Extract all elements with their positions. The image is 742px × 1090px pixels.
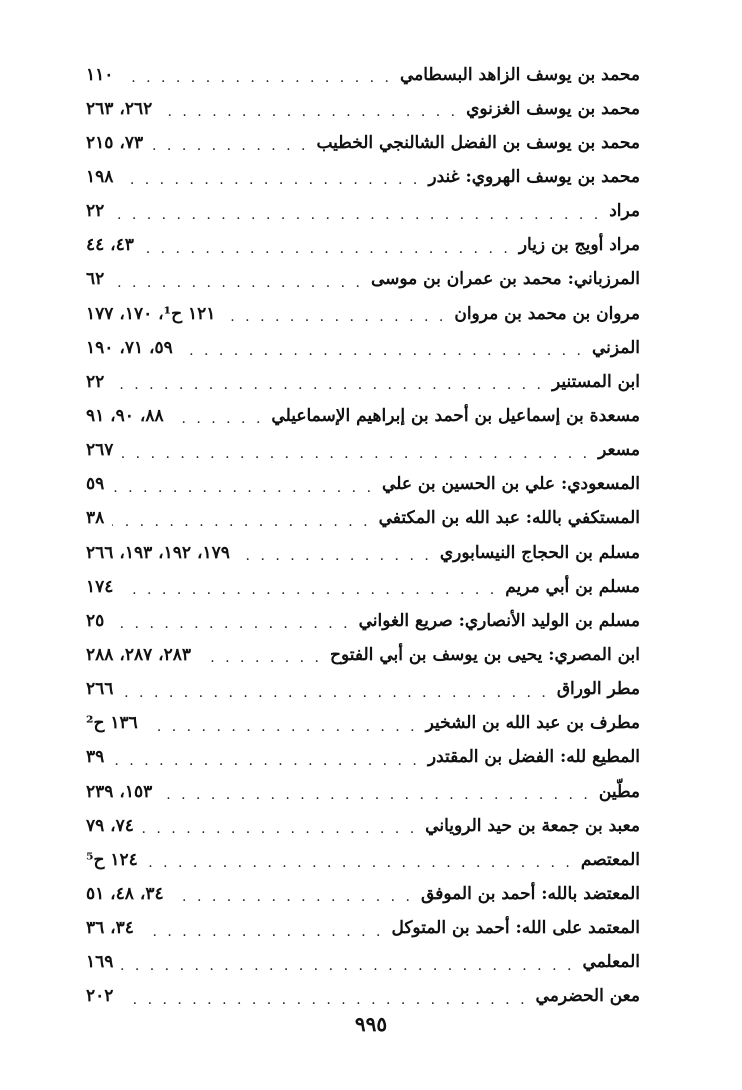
index-entry	[86, 536, 640, 570]
index-entry	[86, 468, 640, 502]
index-entry	[86, 58, 640, 92]
entry-name: المزني	[591, 337, 640, 358]
entry-pages: ١٧٩، ١٩٢، ١٩٣، ٢٦٦	[86, 542, 230, 563]
entry-pages: ١٩٨	[86, 166, 114, 187]
index-entry	[86, 365, 640, 399]
entry-name: ابن المستنير	[552, 371, 640, 392]
dot-leader	[160, 788, 591, 802]
index-entry	[86, 980, 640, 1014]
dot-leader	[121, 447, 590, 461]
entry-name: مسلم بن الوليد الأنصاري: صريع الغواني	[358, 610, 640, 631]
entry-pages: ٣٤، ٤٨، ٥١	[86, 883, 164, 904]
entry-pages: ٢٢	[86, 371, 105, 392]
index-entry	[86, 160, 640, 194]
entry-name: مراد أويج بن زيار	[518, 235, 640, 256]
entry-pages: ١١٠	[86, 64, 114, 85]
entry-pages: ٧٤، ٧٩	[86, 815, 134, 836]
entry-name: المعتصم	[580, 849, 640, 870]
dot-leader	[121, 993, 527, 1007]
entry-name: المستكفي بالله: عبد الله بن المكتفي	[378, 508, 640, 529]
index-entry	[86, 195, 640, 229]
index-entry	[86, 92, 640, 126]
index-list	[86, 58, 640, 1014]
entry-name: المسعودي: علي بن الحسين بن علي	[382, 474, 640, 495]
index-entry	[86, 399, 640, 433]
entry-name: المرزباني: محمد بن عمران بن موسى	[370, 269, 640, 290]
dot-leader	[142, 242, 511, 256]
dot-leader	[160, 105, 458, 119]
entry-name: مسعدة بن إسماعيل بن أحمد بن إبراهيم الإسماعيلي	[271, 405, 640, 426]
index-entry	[86, 673, 640, 707]
index-entry	[86, 843, 640, 877]
index-entry	[86, 741, 640, 775]
index-entry	[86, 502, 640, 536]
dot-leader	[112, 378, 544, 392]
entry-name: معن الحضرمي	[535, 986, 640, 1007]
dot-leader	[151, 139, 308, 153]
entry-pages: ٢٦٦	[86, 679, 114, 700]
entry-name: مراد	[609, 201, 640, 222]
index-entry	[86, 126, 640, 160]
entry-name: المطيع لله: الفضل بن المقتدر	[427, 747, 640, 768]
index-entry	[86, 809, 640, 843]
entry-pages: ١٦٩	[86, 952, 114, 973]
index-entry	[86, 229, 640, 263]
entry-name: المعتمد على الله: أحمد بن المتوكل	[391, 918, 640, 939]
dot-leader	[121, 173, 420, 187]
index-entry	[86, 297, 640, 331]
entry-pages: ٤٣، ٤٤	[86, 235, 134, 256]
index-entry	[86, 570, 640, 604]
dot-leader	[238, 549, 432, 563]
entry-pages: ١٥٣، ٢٣٩	[86, 781, 153, 802]
entry-name: المعلمي	[582, 952, 640, 973]
entry-pages: ٣٨	[86, 508, 105, 529]
dot-leader	[112, 208, 601, 222]
dot-leader	[172, 412, 264, 426]
entry-name: ابن المصري: يحيى بن يوسف بن أبي الفتوح	[330, 644, 640, 665]
index-entry	[86, 877, 640, 911]
entry-name: مطرف بن عبد الله بن الشخير	[425, 713, 640, 734]
entry-name: محمد بن يوسف الزاهد البسطامي	[399, 64, 640, 85]
dot-leader	[146, 856, 573, 870]
dot-leader	[121, 959, 574, 973]
dot-leader	[121, 686, 548, 700]
index-entry	[86, 331, 640, 365]
entry-name: محمد بن يوسف الهروي: غندر	[428, 166, 640, 187]
dot-leader	[223, 310, 446, 324]
entry-name: محمد بن يوسف بن الفضل الشالنجي الخطيب	[316, 132, 640, 153]
entry-name: مسلم بن الحجاج النيسابوري	[439, 542, 640, 563]
dot-leader	[112, 617, 350, 631]
dot-leader	[199, 651, 322, 665]
entry-pages: ٢٨٣، ٢٨٧، ٢٨٨	[86, 644, 192, 665]
entry-pages: ٣٩	[86, 747, 105, 768]
entry-name: المعتضد بالله: أحمد بن الموفق	[421, 883, 640, 904]
index-entry	[86, 604, 640, 638]
index-entry	[86, 707, 640, 741]
entry-pages: ١٣٦ ح²	[86, 713, 138, 734]
dot-leader	[146, 720, 418, 734]
dot-leader	[142, 822, 417, 836]
entry-name: مطر الوراق	[556, 679, 640, 700]
entry-pages: ٢٦٢، ٢٦٣	[86, 98, 153, 119]
entry-pages: ١٧٤	[86, 576, 114, 597]
entry-pages: ٥٩، ٧١، ١٩٠	[86, 337, 173, 358]
entry-pages: ٥٩	[86, 474, 105, 495]
entry-pages: ٧٣، ٢١٥	[86, 132, 144, 153]
index-entry	[86, 638, 640, 672]
dot-leader	[181, 344, 584, 358]
entry-name: مروان بن محمد بن مروان	[454, 303, 640, 324]
dot-leader	[112, 515, 370, 529]
entry-name: مطّين	[598, 781, 640, 802]
entry-pages: ٢٥	[86, 610, 105, 631]
dot-leader	[121, 71, 392, 85]
page-number: ٩٩٥	[354, 1012, 388, 1036]
entry-name: مسلم بن أبي مريم	[505, 576, 640, 597]
dot-leader	[112, 754, 420, 768]
dot-leader	[172, 890, 413, 904]
entry-pages: ٣٤، ٣٦	[86, 918, 134, 939]
dot-leader	[121, 583, 497, 597]
entry-name: محمد بن يوسف الغزنوي	[466, 98, 640, 119]
entry-pages: ٨٨، ٩٠، ٩١	[86, 405, 164, 426]
entry-pages: ٢٢	[86, 201, 105, 222]
index-entry	[86, 946, 640, 980]
entry-pages: ٦٢	[86, 269, 105, 290]
dot-leader	[112, 276, 363, 290]
index-entry	[86, 434, 640, 468]
dot-leader	[142, 925, 384, 939]
entry-pages: ١٢١ ح¹، ١٧٠، ١٧٧	[86, 303, 216, 324]
entry-pages: ١٢٤ ح⁵	[86, 849, 138, 870]
entry-name: معبد بن جمعة بن حيد الروياني	[425, 815, 640, 836]
dot-leader	[112, 481, 374, 495]
index-entry	[86, 775, 640, 809]
entry-pages: ٢٦٧	[86, 440, 114, 461]
entry-name: مسعر	[598, 440, 640, 461]
entry-pages: ٢٠٢	[86, 986, 114, 1007]
index-entry	[86, 912, 640, 946]
index-entry	[86, 263, 640, 297]
